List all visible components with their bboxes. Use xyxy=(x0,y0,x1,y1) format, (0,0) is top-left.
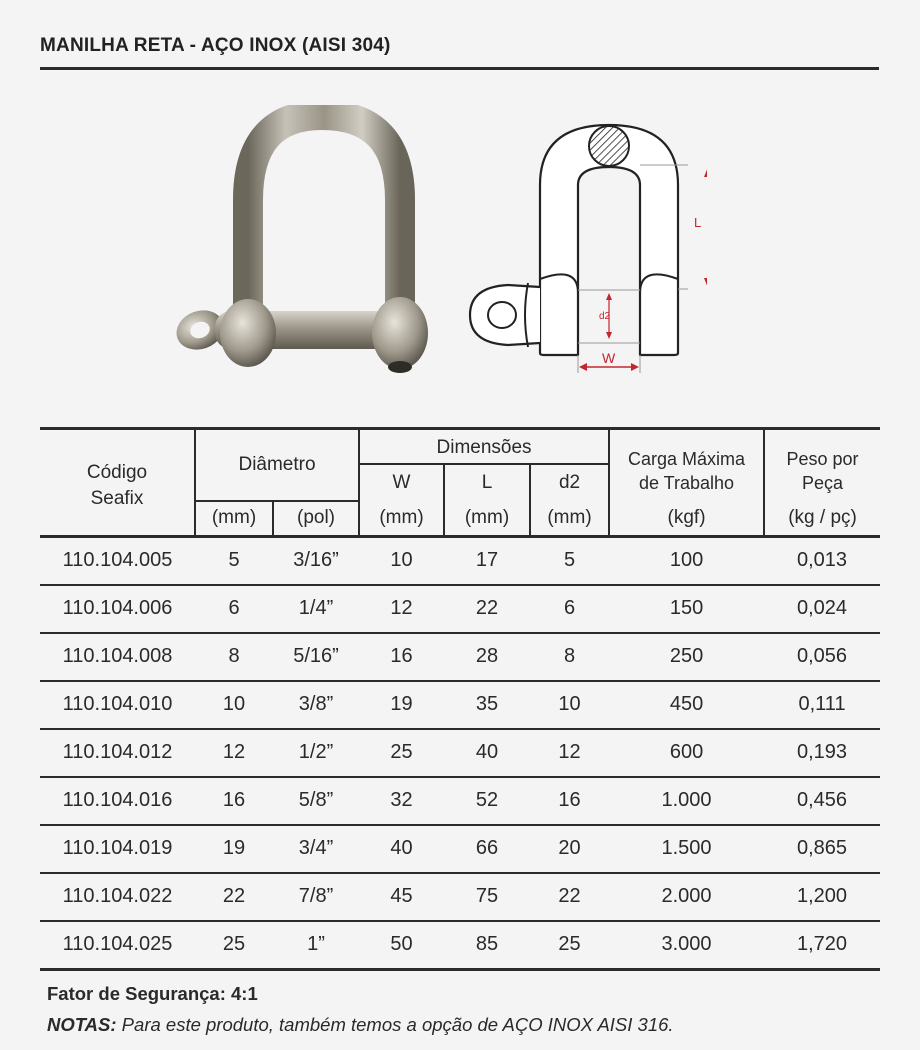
cell-pol: 7/8” xyxy=(273,873,359,921)
cell-l: 75 xyxy=(444,873,530,921)
cell-codigo: 110.104.019 xyxy=(40,825,195,873)
cell-pol: 3/8” xyxy=(273,681,359,729)
header-diametro: Diâmetro xyxy=(195,429,359,502)
cell-peso: 0,456 xyxy=(764,777,880,825)
cell-peso: 1,200 xyxy=(764,873,880,921)
notes-text: Para este produto, também temos a opção de AÇO INOX AISI 316. xyxy=(116,1014,674,1035)
notes-label: NOTAS: xyxy=(47,1014,117,1035)
cell-d2: 10 xyxy=(530,681,609,729)
cell-l: 35 xyxy=(444,681,530,729)
shackle-diagram xyxy=(462,115,707,385)
header-w: W xyxy=(359,464,444,501)
header-d2: d2 xyxy=(530,464,609,501)
cell-codigo: 110.104.008 xyxy=(40,633,195,681)
cell-l: 22 xyxy=(444,585,530,633)
cell-w: 19 xyxy=(359,681,444,729)
cell-peso: 0,013 xyxy=(764,536,880,585)
notes xyxy=(47,983,674,1036)
table-row xyxy=(40,729,880,777)
cell-d2: 25 xyxy=(530,921,609,970)
cell-w: 40 xyxy=(359,825,444,873)
cell-w: 32 xyxy=(359,777,444,825)
header-unit-mm-w: (mm) xyxy=(359,501,444,536)
header-unit-kgpc: (kg / pç) xyxy=(764,501,880,536)
cell-codigo: 110.104.016 xyxy=(40,777,195,825)
table-row xyxy=(40,921,880,970)
cell-l: 40 xyxy=(444,729,530,777)
cell-peso: 0,865 xyxy=(764,825,880,873)
cell-carga: 2.000 xyxy=(609,873,764,921)
header-unit-mm-l: (mm) xyxy=(444,501,530,536)
cell-pol: 1/2” xyxy=(273,729,359,777)
header-peso: Peso por Peça xyxy=(764,429,880,502)
header-codigo: Código Seafix xyxy=(40,429,195,537)
title-rule xyxy=(40,67,879,70)
cell-codigo: 110.104.010 xyxy=(40,681,195,729)
cell-carga: 3.000 xyxy=(609,921,764,970)
cell-l: 85 xyxy=(444,921,530,970)
page-title: MANILHA RETA - AÇO INOX (AISI 304) xyxy=(40,35,391,56)
cell-codigo: 110.104.022 xyxy=(40,873,195,921)
cell-pol: 1” xyxy=(273,921,359,970)
cell-codigo: 110.104.012 xyxy=(40,729,195,777)
cell-d2: 5 xyxy=(530,536,609,585)
cell-pol: 5/8” xyxy=(273,777,359,825)
cell-peso: 0,111 xyxy=(764,681,880,729)
table-row xyxy=(40,681,880,729)
cell-mm: 19 xyxy=(195,825,273,873)
cell-w: 16 xyxy=(359,633,444,681)
label-w: W xyxy=(602,350,616,366)
cell-peso: 1,720 xyxy=(764,921,880,970)
label-l: L xyxy=(694,215,702,230)
cell-pol: 5/16” xyxy=(273,633,359,681)
cell-carga: 1.000 xyxy=(609,777,764,825)
shackle-photo xyxy=(160,105,445,385)
table-row xyxy=(40,633,880,681)
spec-table xyxy=(40,427,880,971)
cell-w: 12 xyxy=(359,585,444,633)
cell-mm: 8 xyxy=(195,633,273,681)
table-row xyxy=(40,777,880,825)
label-d2: d2 xyxy=(599,311,611,322)
cell-mm: 25 xyxy=(195,921,273,970)
header-unit-mm-d2: (mm) xyxy=(530,501,609,536)
cell-d2: 16 xyxy=(530,777,609,825)
notes-line xyxy=(47,1014,674,1036)
cell-peso: 0,056 xyxy=(764,633,880,681)
header-carga: Carga Máxima de Trabalho xyxy=(609,429,764,502)
cell-mm: 5 xyxy=(195,536,273,585)
cell-l: 66 xyxy=(444,825,530,873)
cell-l: 28 xyxy=(444,633,530,681)
header-unit-mm-diam: (mm) xyxy=(195,501,273,536)
cell-d2: 12 xyxy=(530,729,609,777)
cell-l: 17 xyxy=(444,536,530,585)
cell-mm: 12 xyxy=(195,729,273,777)
cell-carga: 100 xyxy=(609,536,764,585)
header-unit-kgf: (kgf) xyxy=(609,501,764,536)
cell-mm: 10 xyxy=(195,681,273,729)
cell-peso: 0,024 xyxy=(764,585,880,633)
table-row xyxy=(40,873,880,921)
cell-carga: 450 xyxy=(609,681,764,729)
cell-d2: 6 xyxy=(530,585,609,633)
cell-carga: 150 xyxy=(609,585,764,633)
table-row xyxy=(40,825,880,873)
table-row xyxy=(40,536,880,585)
cell-l: 52 xyxy=(444,777,530,825)
cell-mm: 16 xyxy=(195,777,273,825)
cell-w: 25 xyxy=(359,729,444,777)
cell-d2: 22 xyxy=(530,873,609,921)
cell-carga: 1.500 xyxy=(609,825,764,873)
safety-factor: Fator de Segurança: 4:1 xyxy=(47,983,258,1004)
cell-w: 45 xyxy=(359,873,444,921)
table-row xyxy=(40,585,880,633)
cell-carga: 250 xyxy=(609,633,764,681)
cell-w: 50 xyxy=(359,921,444,970)
cell-w: 10 xyxy=(359,536,444,585)
cell-pol: 3/4” xyxy=(273,825,359,873)
cell-peso: 0,193 xyxy=(764,729,880,777)
header-unit-pol: (pol) xyxy=(273,501,359,536)
cell-pol: 3/16” xyxy=(273,536,359,585)
cell-mm: 22 xyxy=(195,873,273,921)
cell-codigo: 110.104.025 xyxy=(40,921,195,970)
cell-codigo: 110.104.006 xyxy=(40,585,195,633)
header-l: L xyxy=(444,464,530,501)
cell-d2: 20 xyxy=(530,825,609,873)
cell-mm: 6 xyxy=(195,585,273,633)
cell-pol: 1/4” xyxy=(273,585,359,633)
header-dimensoes: Dimensões xyxy=(359,429,609,464)
cell-d2: 8 xyxy=(530,633,609,681)
cell-carga: 600 xyxy=(609,729,764,777)
cell-codigo: 110.104.005 xyxy=(40,536,195,585)
